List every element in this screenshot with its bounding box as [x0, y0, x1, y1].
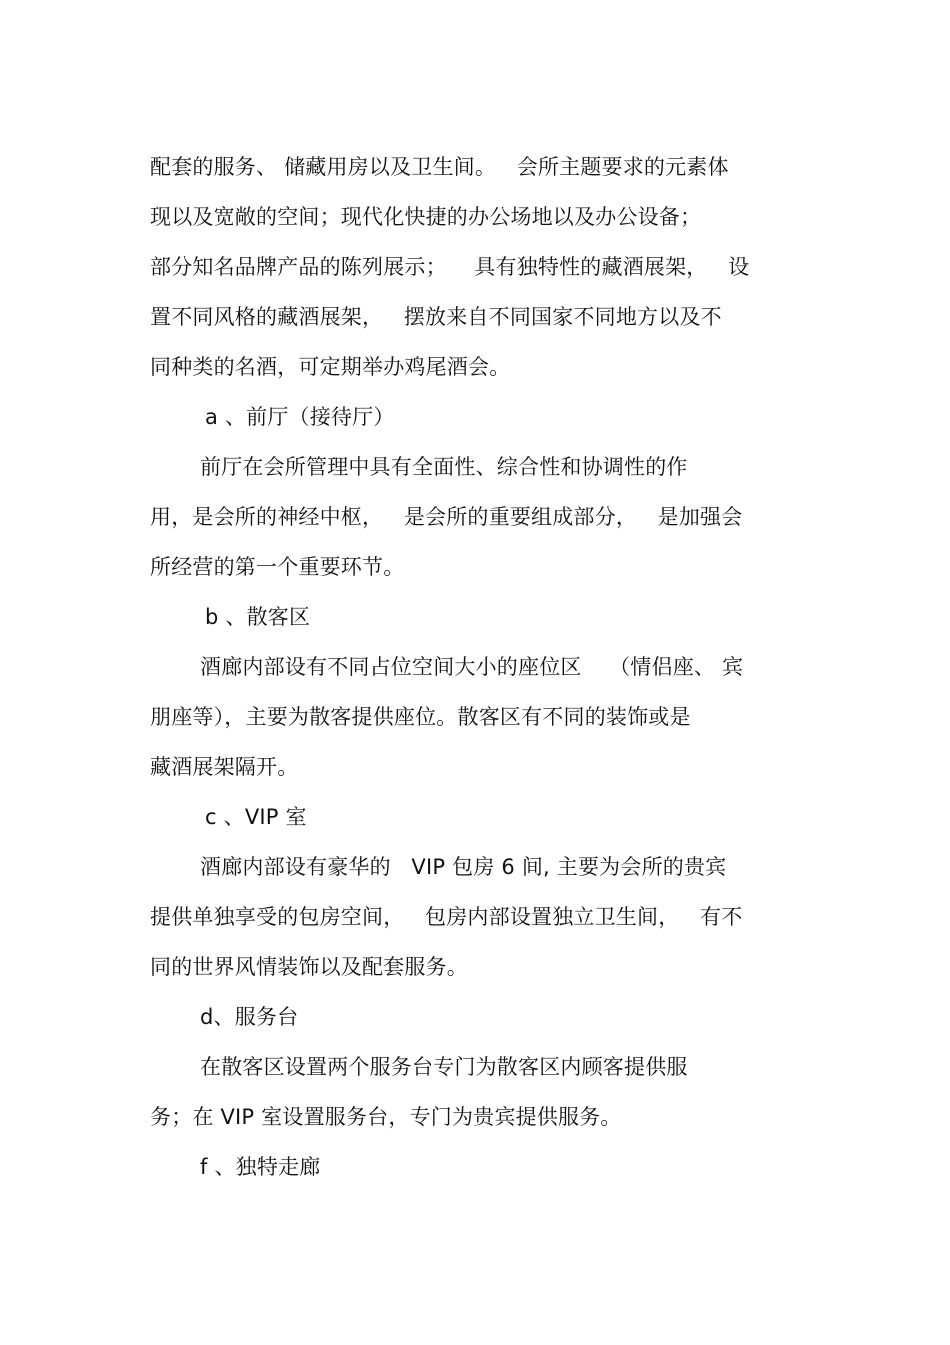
text-line: 酒廊内部设有不同占位空间大小的座位区 （情侣座、 宾 [200, 655, 744, 679]
section-heading-corridor: f 、独特走廊 [200, 1155, 321, 1179]
text-line: 所经营的第一个重要环节。 [150, 555, 405, 579]
text-line: 同种类的名酒，可定期举办鸡尾酒会。 [150, 355, 511, 379]
section-heading-guest-area: b 、散客区 [205, 605, 311, 629]
text-line: 朋座等），主要为散客提供座位。散客区有不同的装饰或是 [150, 705, 691, 729]
text-line: 在散客区设置两个服务台专门为散客区内顾客提供服 [200, 1055, 688, 1079]
section-heading-front-hall: a 、前厅（接待厅） [205, 405, 395, 429]
section-heading-vip-room: c 、VIP 室 [205, 805, 307, 829]
section-heading-service-desk: d、服务台 [200, 1005, 299, 1029]
text-line: 配套的服务、 储藏用房以及卫生间。 会所主题要求的元素体 [150, 155, 729, 179]
text-line: 置不同风格的藏酒展架， 摆放来自不同国家不同地方以及不 [150, 305, 722, 329]
text-line: 现以及宽敞的空间；现代化快捷的办公场地以及办公设备； [150, 205, 702, 229]
text-line: 务；在 VIP 室设置服务台，专门为贵宾提供服务。 [150, 1105, 622, 1129]
text-line: 前厅在会所管理中具有全面性、综合性和协调性的作 [200, 455, 688, 479]
text-line: 部分知名品牌产品的陈列展示； 具有独特性的藏酒展架， 设 [150, 255, 750, 279]
text-line: 用，是会所的神经中枢， 是会所的重要组成部分， 是加强会 [150, 505, 743, 529]
text-line: 同的世界风情装饰以及配套服务。 [150, 955, 468, 979]
text-line: 酒廊内部设有豪华的 VIP 包房 6 间, 主要为会所的贵宾 [200, 855, 727, 879]
text-line: 藏酒展架隔开。 [150, 755, 299, 779]
text-line: 提供单独享受的包房空间， 包房内部设置独立卫生间， 有不 [150, 905, 743, 929]
